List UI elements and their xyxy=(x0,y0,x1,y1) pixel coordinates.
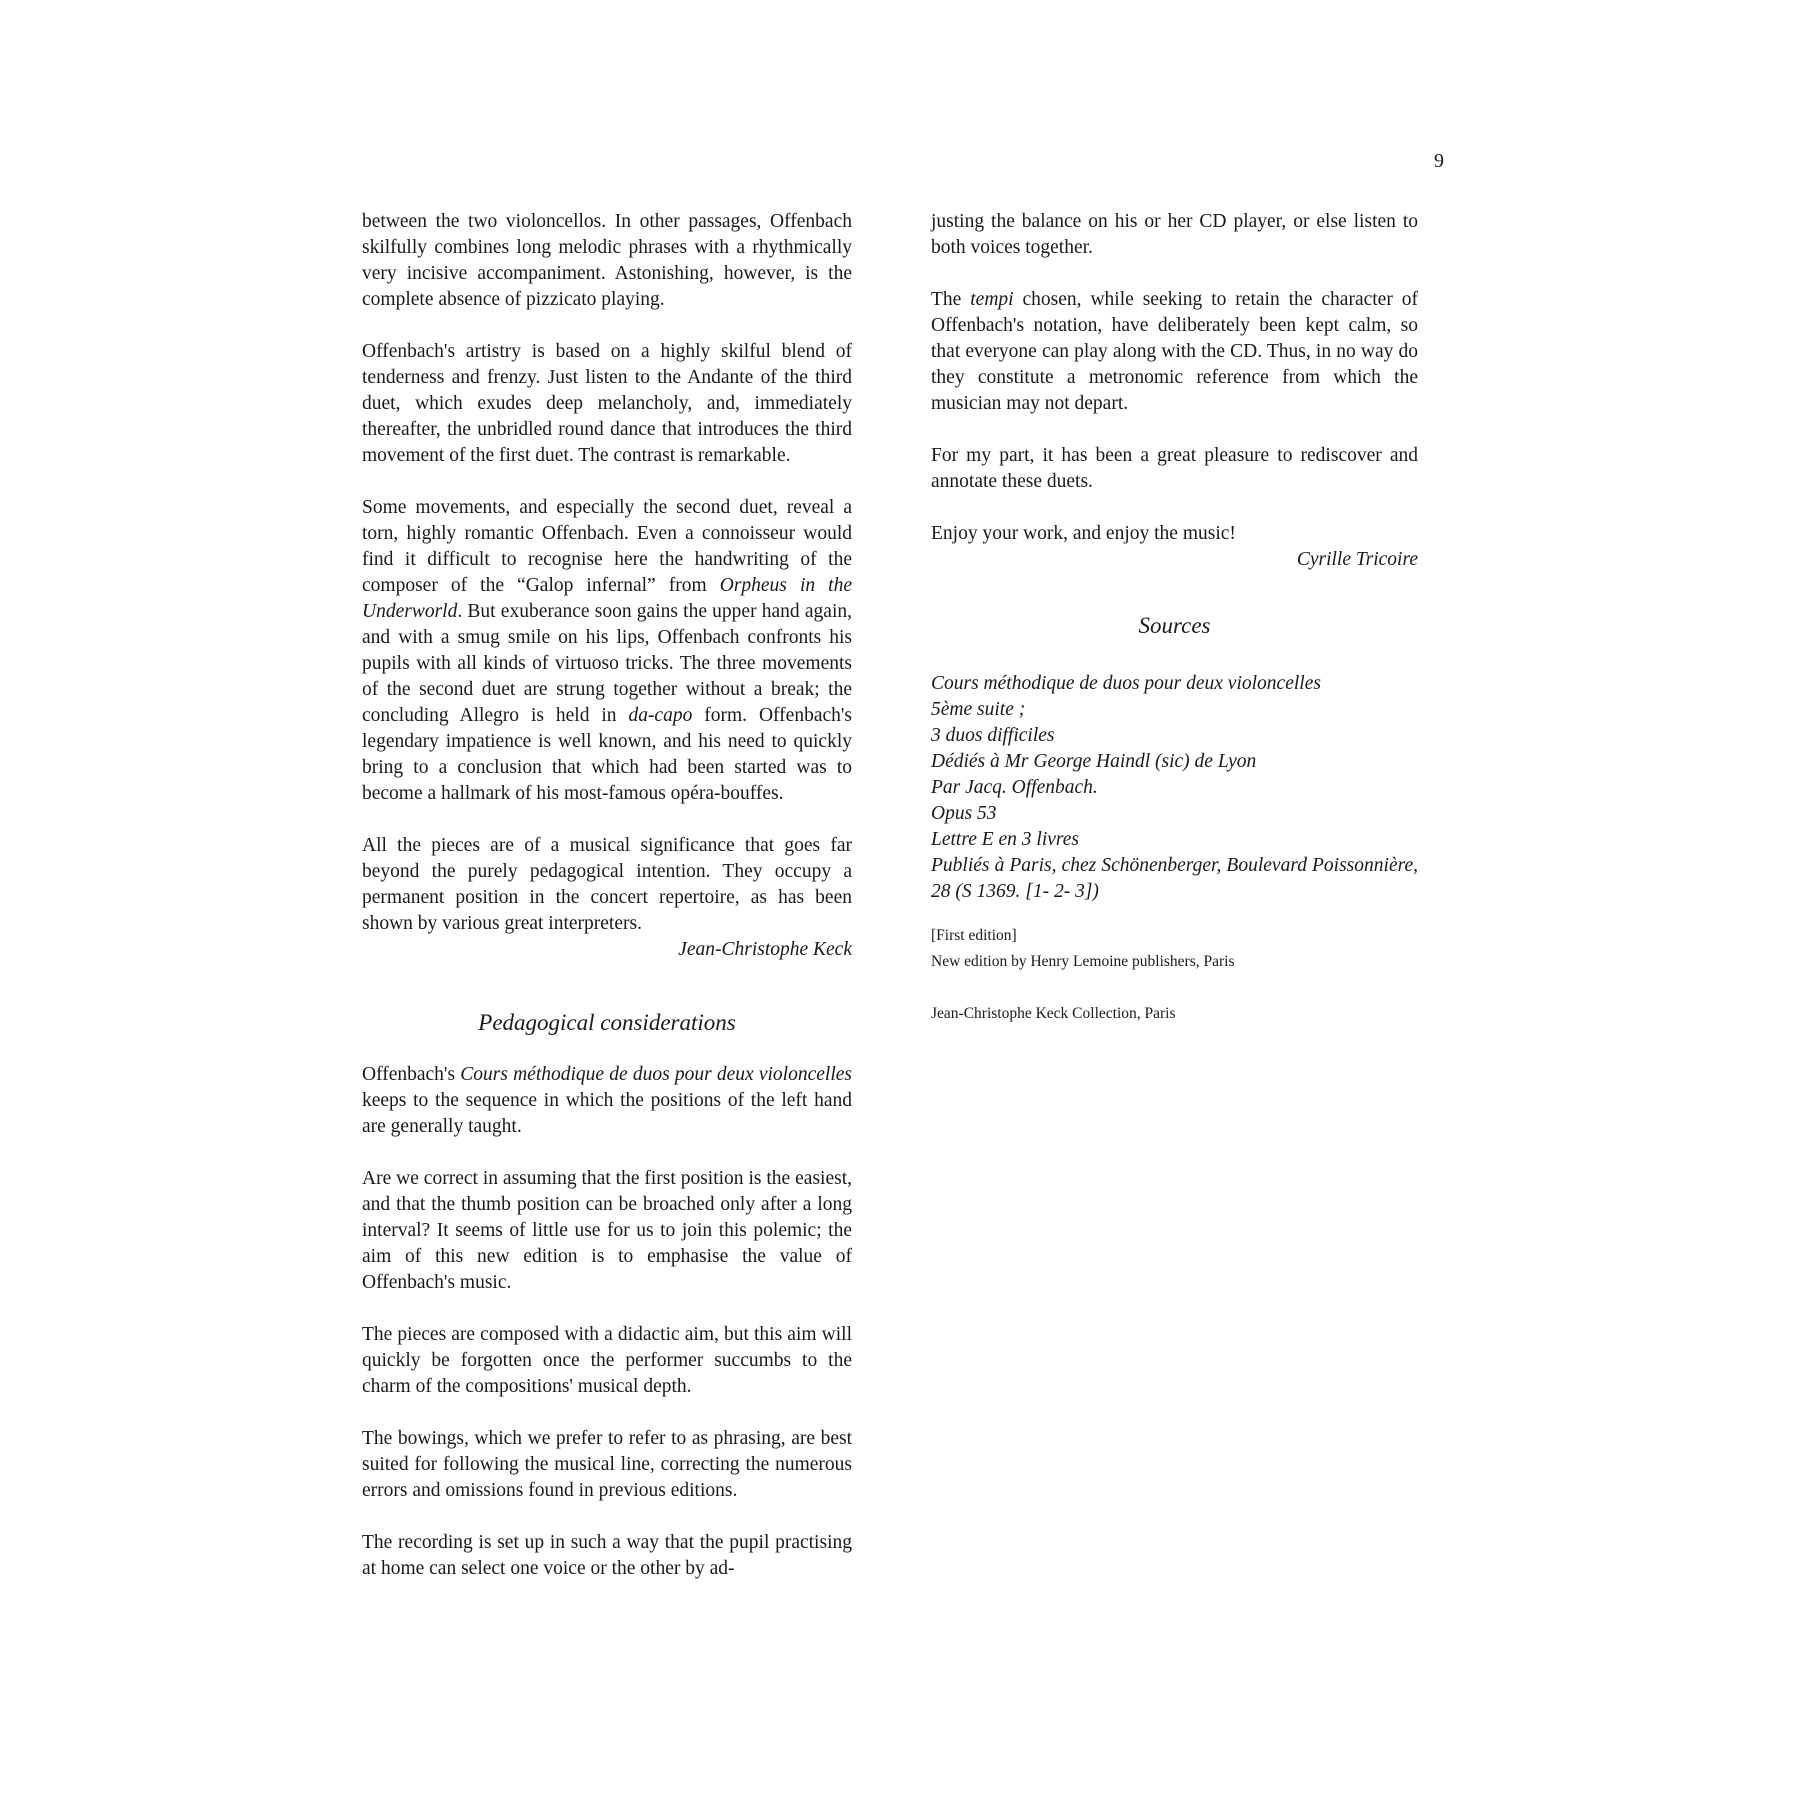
source-line: Opus 53 xyxy=(931,803,997,824)
term: tempi xyxy=(970,289,1014,310)
paragraph-text: form. Offenbach's legendary impatience is well known, and his need to quickly bring to a conclusion that which had been started was to become a hallmark of his most-famous opéra-bouffes. xyxy=(362,705,852,804)
paragraph: Enjoy your work, and enjoy the music! xyxy=(931,523,1236,544)
author-signature: Jean-Christophe Keck xyxy=(678,939,852,960)
paragraph-text: chosen, while seeking to retain the character of Offenbach's notation, have deliberately been kept calm, so that everyone can play along with the CD. Thus, in no way do they constitute a metronomic reference from which the musician may not depart. xyxy=(931,289,1418,414)
source-line: Par Jacq. Offenbach. xyxy=(931,777,1098,798)
term: da-capo xyxy=(628,705,693,726)
paragraph: The pieces are composed with a didactic aim, but this aim will quickly be forgotten once the performer succumbs to the charm of the compositions' musical depth. xyxy=(362,1324,852,1397)
work-title: Cours méthodique de duos pour deux violoncelles xyxy=(460,1064,852,1085)
paragraph: Offenbach's artistry is based on a highly skilful blend of tenderness and frenzy. Just listen to the Andante of the third duet, which exudes deep melancholy, and, immediately thereafter, the unbridled round dance that introduces the third movement of the first duet. The contrast is remarkable. xyxy=(362,341,852,466)
source-note: New edition by Henry Lemoine publishers, Paris xyxy=(931,953,1235,970)
paragraph-text: . But exuberance soon gains the upper hand again, and with a smug smile on his lips, Offenbach confronts his pupils with all kinds of virtuoso tricks. The three movements of the second duet are strung together without a break; the concluding Allegro is held in xyxy=(362,601,852,726)
paragraph xyxy=(362,495,852,807)
source-note: [First edition] xyxy=(931,927,1017,944)
paragraph-text: Some movements, and especially the second duet, reveal a torn, highly romantic Offenbach. Even a connoisseur would find it difficult to recognise here the handwriting of the composer of the “Galop infernal” from xyxy=(362,497,852,596)
source-line: Cours méthodique de duos pour deux violoncelles xyxy=(931,673,1321,694)
paragraph: All the pieces are of a musical significance that goes far beyond the purely pedagogical intention. They occupy a permanent position in the concert repertoire, as has been shown by various great interpreters. xyxy=(362,835,852,934)
section-heading: Pedagogical considerations xyxy=(478,1010,736,1035)
work-title: Orpheus in the Underworld xyxy=(362,575,853,622)
paragraph-text: The xyxy=(931,289,971,310)
source-line: Lettre E en 3 livres xyxy=(931,829,1080,850)
right-column xyxy=(931,209,1418,1027)
paragraph xyxy=(931,287,1418,417)
left-column xyxy=(362,209,852,1608)
paragraph: between the two violoncellos. In other passages, Offenbach skilfully combines long melodic phrases with a rhythmically very incisive accompaniment. Astonishing, however, is the complete absence of pizzicato playing. xyxy=(362,211,852,310)
paragraph-text: Offenbach's xyxy=(362,1064,461,1085)
sources-list xyxy=(931,671,1418,905)
page-number: 9 xyxy=(1434,150,1444,172)
paragraph: For my part, it has been a great pleasure to rediscover and annotate these duets. xyxy=(931,445,1418,492)
paragraph: The bowings, which we prefer to refer to as phrasing, are best suited for following the musical line, correcting the numerous errors and omissions found in previous editions. xyxy=(362,1428,852,1501)
paragraph-text: keeps to the sequence in which the positions of the left hand are generally taught. xyxy=(362,1090,852,1137)
paragraph: justing the balance on his or her CD player, or else listen to both voices together. xyxy=(931,211,1418,258)
source-note: Jean-Christophe Keck Collection, Paris xyxy=(931,1005,1176,1022)
paragraph: Are we correct in assuming that the first position is the easiest, and that the thumb position can be broached only after a long interval? It seems of little use for us to join this polemic; the aim of this new edition is to emphasise the value of Offenbach's music. xyxy=(362,1168,852,1293)
paragraph xyxy=(362,1062,852,1140)
section-heading: Sources xyxy=(1138,613,1211,638)
author-signature: Cyrille Tricoire xyxy=(1296,549,1418,570)
source-line: 3 duos difficiles xyxy=(931,725,1055,746)
source-line: Publiés à Paris, chez Schönenberger, Boulevard Poissonnière, 28 (S 1369. [1- 2- 3]) xyxy=(931,855,1418,902)
paragraph: The recording is set up in such a way that the pupil practising at home can select one voice or the other by ad- xyxy=(362,1532,852,1579)
source-line: 5ème suite ; xyxy=(931,699,1026,720)
source-line: Dédiés à Mr George Haindl (sic) de Lyon xyxy=(931,751,1257,772)
